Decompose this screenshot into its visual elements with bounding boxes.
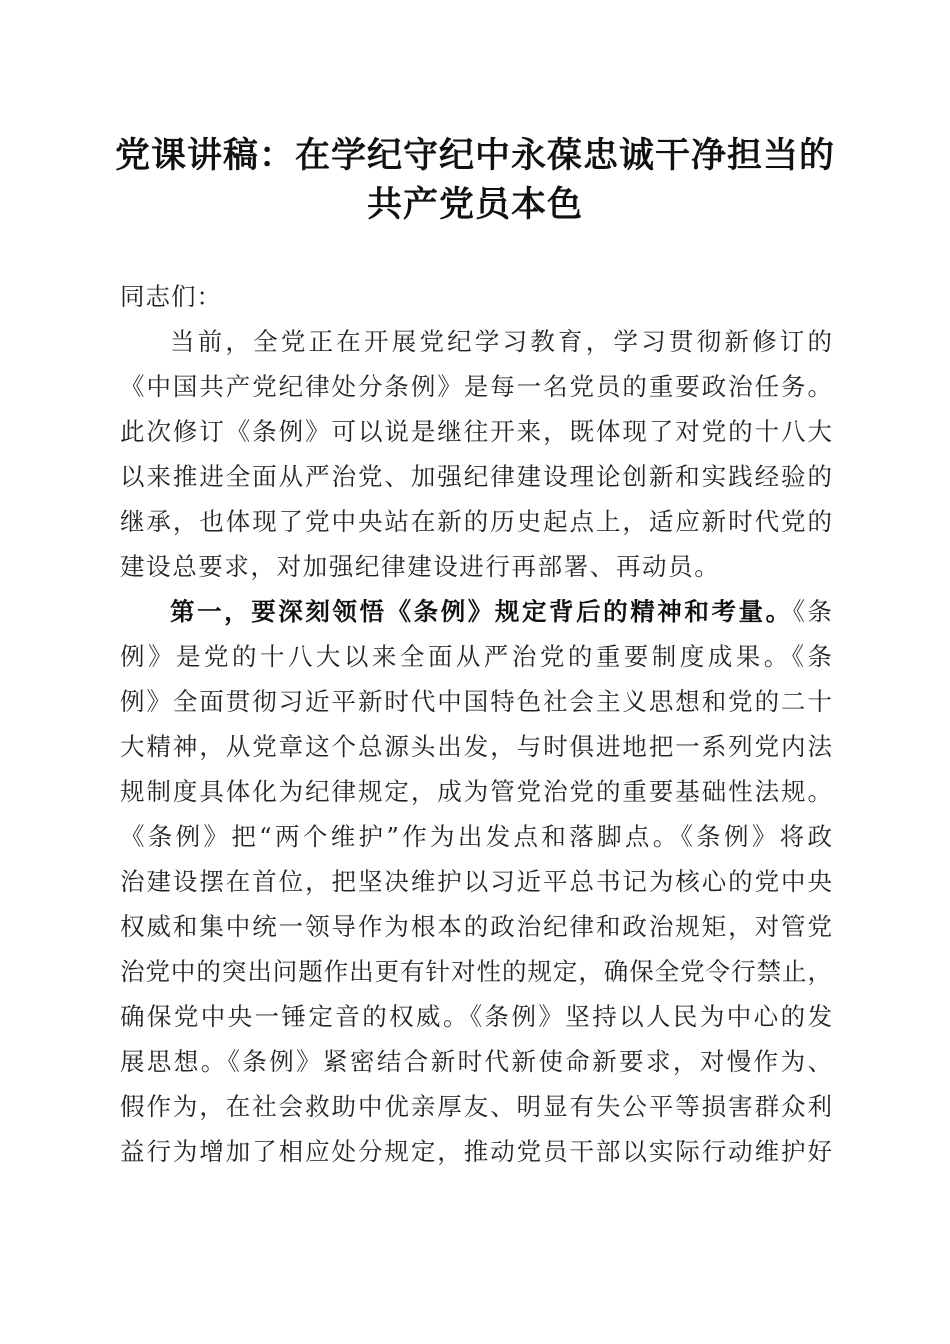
paragraph-2-line-6: 《条例》把“两个维护”作为出发点和落脚点。《条例》将政 <box>120 822 832 851</box>
paragraph-2-line-3: 例》全面贯彻习近平新时代中国特色社会主义思想和党的二十 <box>120 687 832 716</box>
paragraph-1-line-6: 建设总要求，对加强纪律建设进行再部署、再动员。 <box>120 552 721 581</box>
paragraph-2-line-2: 例》是党的十八大以来全面从严治党的重要制度成果。《条 <box>120 642 832 671</box>
paragraph-2-line-5: 规制度具体化为纪律规定，成为管党治党的重要基础性法规。 <box>120 777 832 806</box>
paragraph-1-line-4: 以来推进全面从严治党、加强纪律建设理论创新和实践经验的 <box>120 462 832 491</box>
paragraph-2-line-7: 治建设摆在首位，把坚决维护以习近平总书记为核心的党中央 <box>120 867 832 896</box>
document-title-line-1: 党课讲稿：在学纪守纪中永葆忠诚干净担当的 <box>114 135 835 176</box>
document-title-line-2: 共产党员本色 <box>366 184 583 225</box>
paragraph-2-line-13: 益行为增加了相应处分规定，推动党员干部以实际行动维护好 <box>120 1137 832 1166</box>
paragraph-2-line-9: 治党中的突出问题作出更有针对性的规定，确保全党令行禁止， <box>120 957 832 986</box>
paragraph-1-line-3: 此次修订《条例》可以说是继往开来，既体现了对党的十八大 <box>120 417 832 446</box>
paragraph-2-line-1 <box>170 594 832 630</box>
paragraph-2-line-11: 展思想。《条例》紧密结合新时代新使命新要求，对慢作为、 <box>120 1047 832 1076</box>
paragraph-2-line-8: 权威和集中统一领导作为根本的政治纪律和政治规矩，对管党 <box>120 912 832 941</box>
paragraph-2-line-10: 确保党中央一锤定音的权威。《条例》坚持以人民为中心的发 <box>120 1002 832 1031</box>
paragraph-1-line-1: 当前，全党正在开展党纪学习教育，学习贯彻新修订的 <box>170 327 832 356</box>
paragraph-2-first-tail: 《条 <box>792 597 833 626</box>
paragraph-1-line-5: 继承，也体现了党中央站在新的历史起点上，适应新时代党的 <box>120 507 832 536</box>
salutation: 同志们： <box>120 282 222 311</box>
paragraph-2-heading: 第一，要深刻领悟《条例》规定背后的精神和考量。 <box>170 597 793 626</box>
paragraph-2-line-12: 假作为，在社会救助中优亲厚友、明显有失公平等损害群众利 <box>120 1092 832 1121</box>
paragraph-2-line-4: 大精神，从党章这个总源头出发，与时俱进地把一系列党内法 <box>120 732 832 761</box>
paragraph-1-line-2: 《中国共产党纪律处分条例》是每一名党员的重要政治任务。 <box>120 372 832 401</box>
